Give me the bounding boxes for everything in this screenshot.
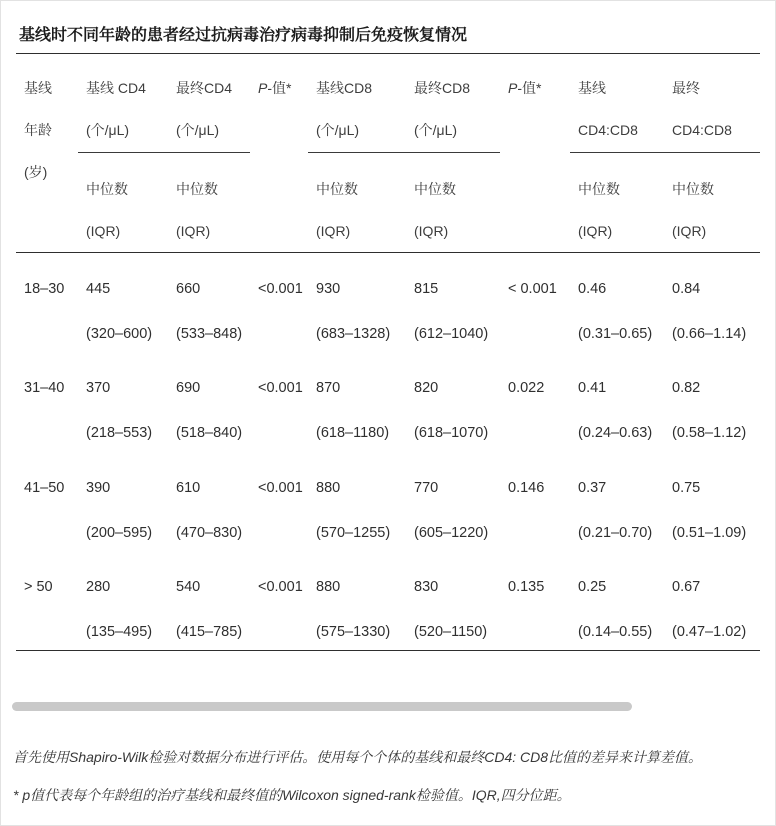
horizontal-scrollbar-thumb[interactable] [12, 702, 632, 711]
baseline-ratio-cell: 0.46 (0.31–0.65) [578, 281, 653, 342]
header-pvalue-cd4: P-值* [258, 80, 292, 96]
header-baseline-cd4: 基线 CD4 (个/μL) 中位数 (IQR) [86, 80, 146, 239]
header-final-cd8: 最终CD8 (个/μL) 中位数 (IQR) [414, 80, 471, 239]
final-ratio-cell: 0.75 (0.51–1.09) [672, 479, 747, 541]
final-cd8-cell: 820 (618–1070) [414, 380, 489, 442]
age-cell: > 50 [24, 578, 53, 595]
header-final-cd4: 最终CD4 (个/μL) 中位数 (IQR) [176, 80, 233, 239]
footnotes [13, 738, 765, 814]
table-row [16, 253, 760, 352]
final-cd8-cell: 770 (605–1220) [414, 479, 489, 541]
final-cd4-cell: 660 (533–848) [176, 281, 243, 342]
age-cell: 41–50 [24, 479, 65, 496]
final-cd8-cell: 815 (612–1040) [414, 281, 489, 342]
header-baseline-ratio: 基线 CD4:CD8 中位数 (IQR) [578, 80, 638, 239]
header-pvalue-cd8: P-值* [508, 80, 542, 96]
ratio-group-rule [570, 152, 760, 153]
table-body [16, 253, 760, 651]
table-title: 基线时不同年龄的患者经过抗病毒治疗病毒抑制后免疫恢复情况 [19, 27, 468, 44]
pvalue-cd4-cell: <0.001 [258, 479, 303, 496]
final-ratio-cell: 0.84 (0.66–1.14) [672, 281, 747, 342]
pvalue-cd8-cell: 0.146 [508, 479, 545, 496]
baseline-cd8-cell: 880 (570–1255) [316, 479, 391, 541]
header-age: 基线 年龄 (岁) [24, 80, 52, 180]
pvalue-cd8-cell: 0.135 [508, 578, 545, 595]
header-final-ratio: 最终 CD4:CD8 中位数 (IQR) [672, 80, 732, 239]
pvalue-cd4-cell: <0.001 [258, 578, 303, 595]
baseline-cd4-cell: 390 (200–595) [86, 479, 153, 541]
table-row [16, 551, 760, 650]
pvalue-cd8-cell: < 0.001 [508, 281, 557, 297]
baseline-ratio-cell: 0.25 (0.14–0.55) [578, 578, 653, 640]
footnote-methods: 首先使用Shapiro-Wilk检验对数据分布进行评估。使用每个个体的基线和最终CD4: CD8比值的差异来计算差值。 [13, 749, 703, 765]
cd8-group-rule [308, 152, 500, 153]
cd4-group-rule [78, 152, 250, 153]
baseline-cd8-cell: 870 (618–1180) [316, 380, 390, 442]
table-row [16, 452, 760, 551]
baseline-cd8-cell: 930 (683–1328) [316, 281, 391, 342]
baseline-cd4-cell: 280 (135–495) [86, 578, 153, 640]
baseline-ratio-cell: 0.37 (0.21–0.70) [578, 479, 653, 541]
pvalue-cd4-cell: <0.001 [258, 281, 303, 297]
final-cd4-cell: 540 (415–785) [176, 578, 243, 640]
footnote-pvalue: * p值代表每个年龄组的治疗基线和最终值的Wilcoxon signed-rank检验值。IQR,四分位距。 [13, 787, 571, 803]
age-cell: 31–40 [24, 380, 65, 397]
baseline-cd4-cell: 445 (320–600) [86, 281, 153, 342]
final-cd4-cell: 690 (518–840) [176, 380, 243, 442]
baseline-cd8-cell: 880 (575–1330) [316, 578, 391, 640]
baseline-cd4-cell: 370 (218–553) [86, 380, 153, 442]
pvalue-cd8-cell: 0.022 [508, 380, 545, 397]
header-baseline-cd8: 基线CD8 (个/μL) 中位数 (IQR) [316, 80, 373, 239]
final-ratio-cell: 0.82 (0.58–1.12) [672, 380, 747, 442]
table-row [16, 352, 760, 451]
final-ratio-cell: 0.67 (0.47–1.02) [672, 578, 747, 640]
final-cd4-cell: 610 (470–830) [176, 479, 243, 541]
table-header [16, 53, 760, 253]
final-cd8-cell: 830 (520–1150) [414, 578, 488, 640]
table-container [16, 1, 760, 711]
pvalue-cd4-cell: <0.001 [258, 380, 303, 397]
age-cell: 18–30 [24, 281, 65, 297]
baseline-ratio-cell: 0.41 (0.24–0.63) [578, 380, 653, 442]
